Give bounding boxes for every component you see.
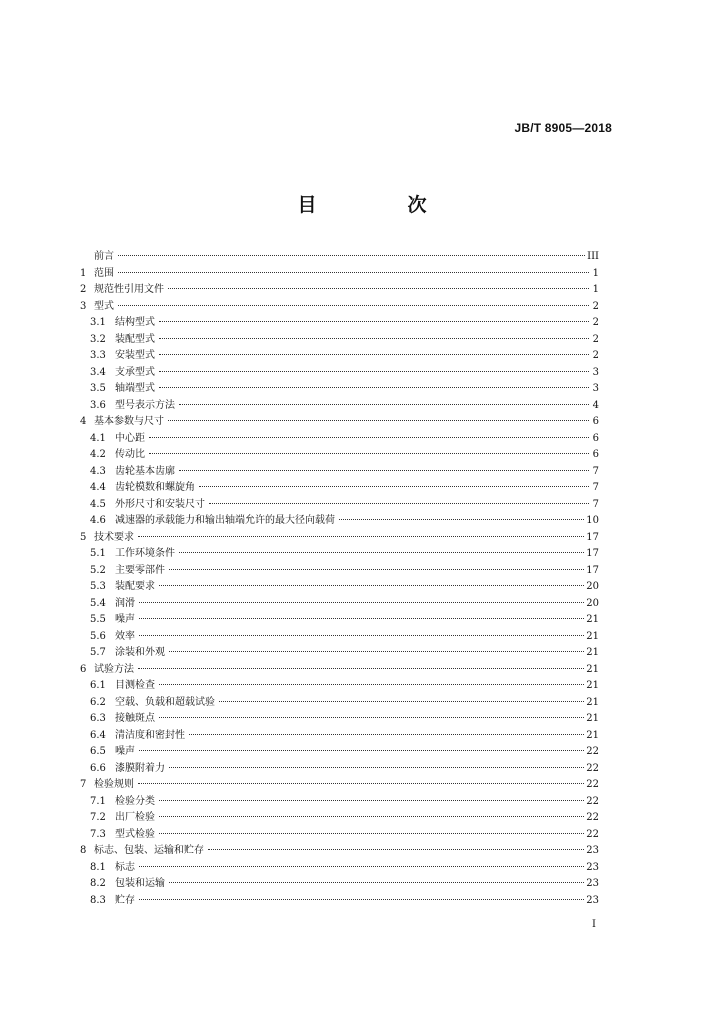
toc-dot-leader	[139, 899, 584, 900]
toc-entry[interactable]	[80, 728, 599, 745]
toc-entry[interactable]	[80, 365, 599, 382]
toc-entry-number: 2	[80, 284, 87, 295]
toc-entry-page: 6	[592, 432, 599, 444]
toc-entry-number: 3.2	[90, 333, 106, 345]
toc-entry-label: 规范性引用文件	[94, 284, 164, 295]
toc-dot-leader	[168, 288, 589, 289]
toc-entry-page: 20	[586, 597, 599, 609]
toc-entry-page: 23	[586, 845, 599, 856]
toc-entry-page: 21	[586, 713, 599, 724]
toc-entry-page: 6	[592, 449, 599, 460]
toc-entry-number: 7.1	[90, 795, 106, 807]
toc-dot-leader	[139, 866, 584, 867]
toc-entry[interactable]	[80, 860, 599, 877]
toc-dot-leader	[118, 272, 589, 273]
toc-entry[interactable]	[80, 464, 599, 481]
toc-entry-page: 21	[586, 696, 599, 708]
toc-dot-leader	[199, 486, 589, 487]
toc-dot-leader	[159, 338, 589, 339]
toc-entry-label: 包装和运输	[115, 878, 165, 889]
toc-dot-leader	[189, 734, 584, 735]
toc-entry[interactable]	[80, 299, 599, 316]
toc-dot-leader	[159, 387, 589, 388]
toc-entry-page: 20	[586, 581, 599, 592]
toc-dot-leader	[159, 371, 589, 372]
toc-entry-number: 3.3	[90, 350, 106, 361]
toc-entry-number: 7	[80, 779, 87, 790]
toc-dot-leader	[179, 404, 589, 405]
toc-entry-page: 3	[592, 366, 599, 378]
toc-entry-number: 8.1	[90, 861, 106, 873]
toc-entry[interactable]	[80, 332, 599, 349]
toc-entry-number: 4.5	[90, 498, 106, 510]
toc-dot-leader	[159, 585, 584, 586]
toc-entry-label: 齿轮基本齿廓	[115, 465, 175, 477]
toc-entry-page: 10	[586, 515, 599, 526]
toc-entry-label: 型号表示方法	[115, 399, 175, 411]
toc-dot-leader	[208, 849, 584, 850]
toc-dot-leader	[118, 255, 585, 256]
toc-dot-leader	[149, 453, 589, 454]
toc-entry-page: 22	[586, 828, 599, 840]
toc-entry[interactable]	[80, 893, 599, 910]
toc-dot-leader	[138, 536, 584, 537]
toc-entry-label: 标志、包装、运输和贮存	[94, 845, 204, 856]
toc-dot-leader	[138, 668, 584, 669]
toc-entry[interactable]	[80, 645, 599, 662]
toc-entry-number: 6.6	[90, 762, 106, 774]
toc-entry-label: 主要零部件	[115, 564, 165, 576]
toc-entry-number: 6.4	[90, 729, 106, 741]
toc-entry-label: 漆膜附着力	[115, 762, 165, 774]
toc-entry-label: 前言	[94, 251, 114, 262]
toc-entry[interactable]	[80, 513, 599, 530]
toc-dot-leader	[179, 470, 589, 471]
toc-entry-number: 4.1	[90, 432, 106, 444]
toc-dot-leader	[159, 354, 589, 355]
toc-dot-leader	[159, 321, 589, 322]
toc-entry-page: 2	[592, 300, 599, 312]
toc-entry-page: 22	[586, 795, 599, 807]
toc-entry-page: 2	[592, 317, 599, 328]
toc-entry[interactable]	[80, 777, 599, 794]
toc-dot-leader	[159, 684, 584, 685]
toc-entry-number: 6.2	[90, 696, 106, 708]
toc-entry-label: 轴端型式	[115, 383, 155, 394]
toc-entry[interactable]	[80, 761, 599, 778]
toc-entry-label: 装配型式	[115, 333, 155, 345]
toc-dot-leader	[139, 635, 584, 636]
toc-entry[interactable]	[80, 431, 599, 448]
toc-entry[interactable]	[80, 266, 599, 283]
toc-entry-number: 6.3	[90, 713, 106, 724]
toc-entry-number: 4.4	[90, 482, 106, 493]
toc-entry-label: 检验规则	[94, 779, 134, 790]
toc-entry-number: 3.6	[90, 399, 106, 411]
toc-dot-leader	[169, 882, 584, 883]
toc-entry[interactable]	[80, 315, 599, 332]
toc-entry-page: 21	[586, 680, 599, 691]
toc-entry-page: 17	[586, 531, 599, 543]
toc-entry-number: 8.3	[90, 894, 106, 906]
toc-entry-label: 支承型式	[115, 366, 155, 378]
toc-dot-leader	[159, 717, 584, 718]
toc-entry[interactable]	[80, 612, 599, 629]
toc-entry-number: 5.6	[90, 630, 106, 642]
toc-entry[interactable]	[80, 695, 599, 712]
toc-entry-label: 出厂检验	[115, 812, 155, 823]
toc-entry-page: 17	[586, 564, 599, 576]
toc-entry-page: 4	[592, 399, 599, 411]
toc-entry-number: 5	[80, 531, 87, 543]
toc-entry-label: 传动比	[115, 449, 145, 460]
toc-entry-label: 涂装和外观	[115, 647, 165, 658]
toc-entry[interactable]	[80, 546, 599, 563]
toc-dot-leader	[169, 569, 584, 570]
toc-entry[interactable]	[80, 563, 599, 580]
toc-entry-page: 22	[586, 746, 599, 757]
toc-entry-number: 3.1	[90, 317, 106, 328]
toc-entry[interactable]	[80, 711, 599, 728]
toc-entry-number: 5.5	[90, 614, 106, 625]
toc-entry-number: 4	[80, 416, 87, 427]
toc-entry[interactable]	[80, 497, 599, 514]
toc-entry-label: 齿轮模数和螺旋角	[115, 482, 195, 493]
toc-entry-page: 21	[586, 663, 599, 675]
toc-entry-page: 2	[592, 350, 599, 361]
toc-entry-page: 7	[592, 498, 599, 510]
toc-entry-page: III	[587, 251, 599, 262]
toc-entry[interactable]	[80, 398, 599, 415]
toc-entry-number: 7.2	[90, 812, 106, 823]
toc-dot-leader	[209, 503, 589, 504]
toc-entry-label: 噪声	[115, 614, 135, 625]
toc-entry-number: 4.3	[90, 465, 106, 477]
toc-entry[interactable]	[80, 282, 599, 299]
table-of-contents	[80, 249, 599, 909]
toc-entry-page: 3	[592, 383, 599, 394]
toc-entry-page: 1	[592, 284, 599, 295]
toc-entry-number: 1	[80, 267, 87, 279]
toc-dot-leader	[179, 552, 584, 553]
toc-entry-label: 减速器的承载能力和输出轴端允许的最大径向载荷	[115, 515, 335, 526]
toc-dot-leader	[149, 437, 589, 438]
toc-dot-leader	[118, 305, 589, 306]
toc-entry-page: 17	[586, 548, 599, 559]
toc-entry[interactable]	[80, 744, 599, 761]
toc-entry-number: 6	[80, 663, 87, 675]
toc-entry-page: 23	[586, 878, 599, 889]
toc-entry-label: 噪声	[115, 746, 135, 757]
toc-entry-label: 效率	[115, 630, 135, 642]
toc-entry-label: 装配要求	[115, 581, 155, 592]
toc-entry-page: 2	[592, 333, 599, 345]
toc-entry-page: 7	[592, 482, 599, 493]
toc-entry-label: 接触斑点	[115, 713, 155, 724]
toc-entry[interactable]	[80, 843, 599, 860]
toc-entry[interactable]	[80, 662, 599, 679]
toc-entry[interactable]	[80, 381, 599, 398]
toc-entry-label: 目测检查	[115, 680, 155, 691]
toc-entry-label: 试验方法	[94, 663, 134, 675]
toc-entry[interactable]	[80, 249, 599, 266]
toc-dot-leader	[138, 783, 584, 784]
toc-dot-leader	[139, 602, 584, 603]
toc-dot-leader	[169, 767, 584, 768]
toc-entry-page: 6	[592, 416, 599, 427]
toc-entry[interactable]	[80, 447, 599, 464]
toc-entry[interactable]	[80, 827, 599, 844]
toc-entry-label: 型式检验	[115, 828, 155, 840]
toc-entry[interactable]	[80, 678, 599, 695]
toc-entry-number: 5.4	[90, 597, 106, 609]
toc-entry-label: 检验分类	[115, 795, 155, 807]
toc-entry-number: 5.7	[90, 647, 106, 658]
toc-entry-number: 7.3	[90, 828, 106, 840]
toc-entry-label: 润滑	[115, 597, 135, 609]
toc-entry-number: 4.2	[90, 449, 106, 460]
toc-entry[interactable]	[80, 876, 599, 893]
toc-dot-leader	[219, 701, 584, 702]
toc-entry-number: 5.3	[90, 581, 106, 592]
toc-entry-label: 贮存	[115, 894, 135, 906]
toc-entry-number: 3	[80, 300, 87, 312]
toc-entry[interactable]	[80, 480, 599, 497]
toc-entry-page: 22	[586, 779, 599, 790]
toc-entry-label: 工作环境条件	[115, 548, 175, 559]
toc-entry[interactable]	[80, 794, 599, 811]
toc-entry-page: 21	[586, 729, 599, 741]
toc-entry-number: 8	[80, 845, 87, 856]
toc-entry-page: 23	[586, 861, 599, 873]
toc-dot-leader	[139, 618, 584, 619]
toc-dot-leader	[139, 750, 584, 751]
document-code: JB/T 8905—2018	[514, 121, 612, 135]
toc-dot-leader	[168, 420, 589, 421]
toc-dot-leader	[159, 833, 584, 834]
toc-entry-number: 3.5	[90, 383, 106, 394]
toc-entry-label: 标志	[115, 861, 135, 873]
toc-entry-page: 22	[586, 812, 599, 823]
toc-entry-label: 空载、负载和超载试验	[115, 696, 215, 708]
toc-entry-label: 范围	[94, 267, 114, 279]
toc-entry-label: 安装型式	[115, 350, 155, 361]
toc-entry[interactable]	[80, 414, 599, 431]
toc-entry-label: 结构型式	[115, 317, 155, 328]
toc-entry[interactable]	[80, 810, 599, 827]
toc-entry[interactable]	[80, 530, 599, 547]
toc-entry-page: 1	[592, 267, 599, 279]
toc-entry-label: 技术要求	[94, 531, 134, 543]
toc-entry-label: 清洁度和密封性	[115, 729, 185, 741]
toc-entry-label: 型式	[94, 300, 114, 312]
toc-dot-leader	[169, 651, 584, 652]
page-number: I	[592, 919, 596, 930]
toc-entry-page: 21	[586, 630, 599, 642]
toc-entry-number: 5.1	[90, 548, 106, 559]
toc-entry-page: 22	[586, 762, 599, 774]
toc-entry-page: 21	[586, 614, 599, 625]
toc-entry-number: 8.2	[90, 878, 106, 889]
toc-entry-page: 21	[586, 647, 599, 658]
toc-entry-number: 6.1	[90, 680, 106, 691]
toc-entry[interactable]	[80, 596, 599, 613]
toc-entry-number: 4.6	[90, 515, 106, 526]
toc-title: 目 次	[297, 194, 463, 216]
toc-entry-number: 3.4	[90, 366, 106, 378]
toc-entry-number: 5.2	[90, 564, 106, 576]
toc-entry-number: 6.5	[90, 746, 106, 757]
toc-entry[interactable]	[80, 629, 599, 646]
toc-entry-label: 外形尺寸和安装尺寸	[115, 498, 205, 510]
toc-entry-page: 23	[586, 894, 599, 906]
toc-entry[interactable]	[80, 579, 599, 596]
toc-entry-label: 基本参数与尺寸	[94, 416, 164, 427]
toc-dot-leader	[159, 816, 584, 817]
toc-entry-label: 中心距	[115, 432, 145, 444]
toc-entry[interactable]	[80, 348, 599, 365]
toc-dot-leader	[159, 800, 584, 801]
toc-entry-page: 7	[592, 465, 599, 477]
toc-dot-leader	[339, 519, 584, 520]
